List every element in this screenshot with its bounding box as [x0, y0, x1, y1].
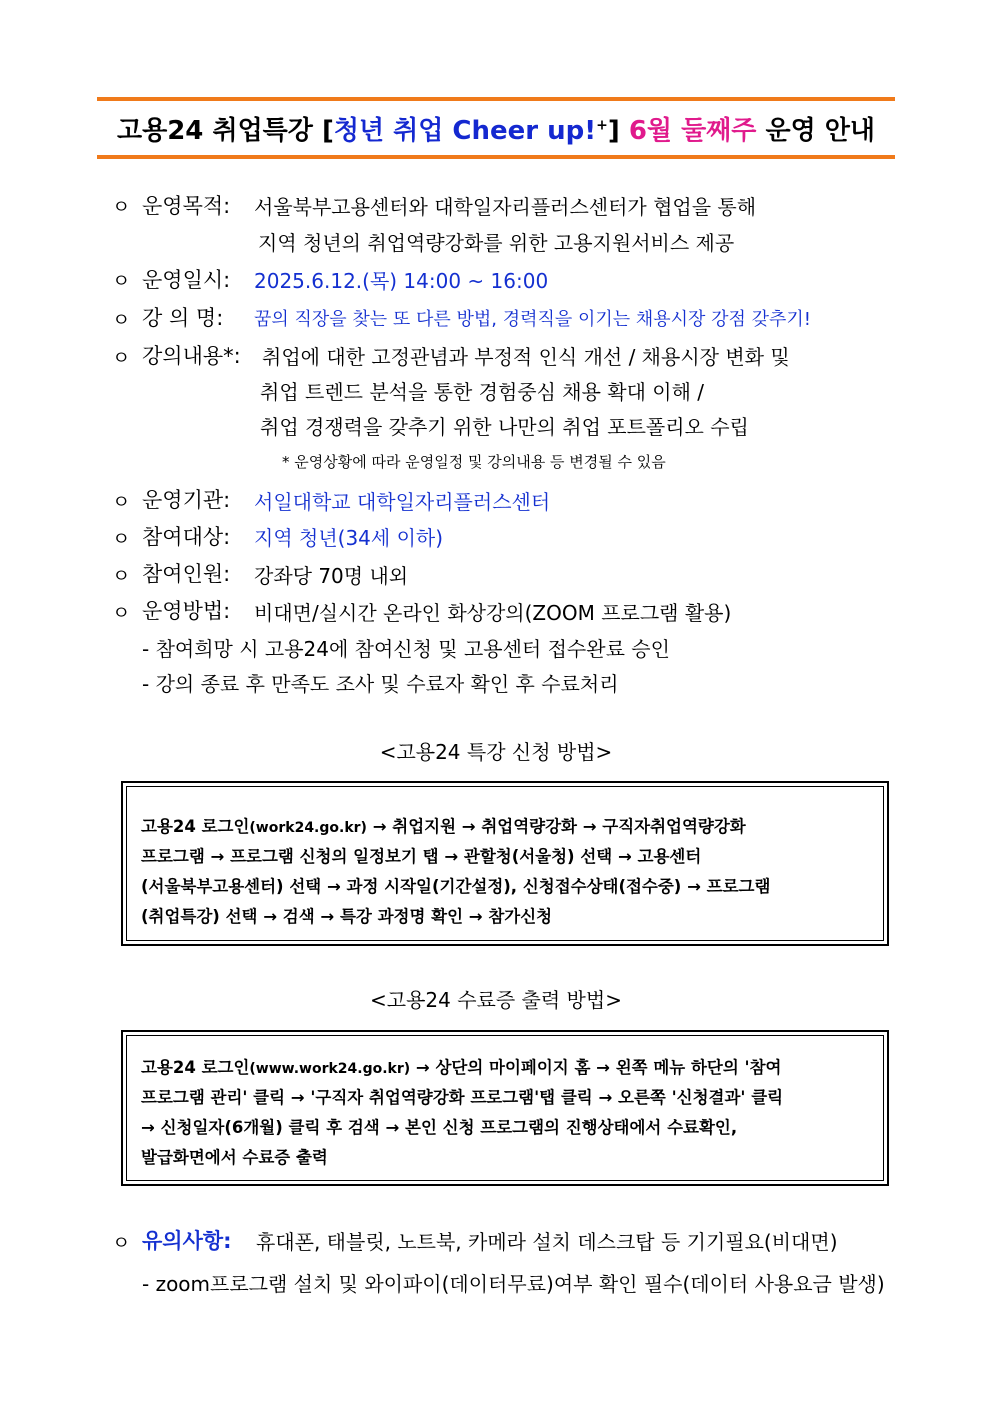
target-value: 지역 청년(34세 이하) — [254, 526, 444, 550]
purpose-line1: 서울북부고용센터와 대학일자리플러스센터가 협업을 통해 — [254, 195, 757, 219]
title-superscript: + — [596, 117, 608, 134]
apply-box — [121, 781, 889, 946]
title-part: ] — [607, 116, 629, 146]
apply-login-text: 고용24 로그인 — [141, 817, 250, 836]
apply-line — [141, 813, 746, 837]
certificate-heading: <고용24 수료증 출력 방법> — [370, 988, 622, 1012]
target-label: 참여대상: — [142, 525, 231, 549]
content-note: * 운영상황에 따라 운영일정 및 강의내용 등 변경될 수 있음 — [282, 453, 666, 471]
certificate-line: 프로그램 관리' 클릭 → '구직자 취업역량강화 프로그램'탭 클릭 → 오른쪽 '신청결과' 클릭 — [141, 1088, 784, 1107]
datetime-label: 운영일시: — [142, 268, 231, 292]
content-line2: 취업 트렌드 분석을 통한 경험중심 채용 확대 이해 / — [260, 380, 704, 404]
certificate-url-link[interactable]: (www.work24.go.kr) — [249, 1061, 411, 1077]
bullet-icon: ㅇ — [112, 309, 131, 331]
datetime-value: 2025.6.12.(목) 14:00 ~ 16:00 — [254, 269, 549, 293]
bullet-icon: ㅇ — [112, 270, 131, 292]
caution-value: 휴대폰, 태블릿, 노트북, 카메라 설치 데스크탑 등 기기필요(비대면) — [256, 1230, 838, 1254]
method-sub1: - 참여희망 시 고용24에 참여신청 및 고용센터 접수완료 승인 — [142, 637, 670, 661]
certificate-box — [121, 1030, 889, 1186]
purpose-line2: 지역 청년의 취업역량강화를 위한 고용지원서비스 제공 — [258, 231, 735, 255]
apply-line: 프로그램 → 프로그램 신청의 일정보기 탭 → 관할청(서울청) 선택 → 고용센터 — [141, 847, 702, 866]
institution-value: 서일대학교 대학일자리플러스센터 — [254, 490, 551, 514]
apply-url-link[interactable]: (work24.go.kr) — [249, 820, 367, 836]
title-banner — [97, 97, 895, 159]
bullet-icon: ㅇ — [112, 491, 131, 513]
method-value: 비대면/실시간 온라인 화상강의(ZOOM 프로그램 활용) — [254, 601, 732, 625]
title-program-name: 청년 취업 Cheer up! — [333, 116, 597, 146]
certificate-line: 발급화면에서 수료증 출력 — [141, 1148, 328, 1167]
bullet-icon: ㅇ — [112, 1232, 131, 1254]
page-title — [97, 110, 895, 147]
capacity-value: 강좌당 70명 내외 — [254, 564, 409, 588]
method-label: 운영방법: — [142, 599, 231, 623]
bullet-icon: ㅇ — [112, 347, 131, 369]
title-week: 6월 둘째주 — [628, 116, 757, 146]
institution-label: 운영기관: — [142, 488, 231, 512]
purpose-label: 운영목적: — [142, 194, 231, 218]
caution-sub: - zoom프로그램 설치 및 와이파이(데이터무료)여부 확인 필수(데이터 사용요금 발생) — [142, 1272, 885, 1296]
bullet-icon: ㅇ — [112, 565, 131, 587]
capacity-label: 참여인원: — [142, 562, 231, 586]
method-sub2: - 강의 종료 후 만족도 조사 및 수료자 확인 후 수료처리 — [142, 672, 619, 696]
apply-line: (서울북부고용센터) 선택 → 과정 시작일(기간설정), 신청접수상태(접수중) → 프로그램 — [141, 877, 771, 896]
title-part: 운영 안내 — [756, 116, 875, 146]
bullet-icon: ㅇ — [112, 528, 131, 550]
certificate-step-text: → 상단의 마이페이지 홈 → 왼쪽 메뉴 하단의 '참여 — [410, 1058, 782, 1077]
certificate-line — [141, 1054, 781, 1078]
lecture-name-value: 꿈의 직장을 찾는 또 다른 방법, 경력직을 이기는 채용시장 강점 갖추기! — [254, 309, 812, 330]
caution-label: 유의사항: — [142, 1229, 232, 1253]
apply-heading: <고용24 특강 신청 방법> — [379, 740, 613, 764]
bullet-icon: ㅇ — [112, 196, 131, 218]
certificate-line: → 신청일자(6개월) 클릭 후 검색 → 본인 신청 프로그램의 진행상태에서 수료확인, — [141, 1118, 738, 1137]
content-line1: 취업에 대한 고정관념과 부정적 인식 개선 / 채용시장 변화 및 — [262, 345, 790, 369]
bullet-icon: ㅇ — [112, 602, 131, 624]
certificate-login-text: 고용24 로그인 — [141, 1058, 250, 1077]
lecture-name-label: 강 의 명: — [142, 306, 224, 330]
apply-line: (취업특강) 선택 → 검색 → 특강 과정명 확인 → 참가신청 — [141, 907, 553, 926]
content-line3: 취업 경쟁력을 갖추기 위한 나만의 취업 포트폴리오 수립 — [260, 415, 749, 439]
title-part: 고용24 취업특강 [ — [116, 116, 334, 146]
apply-step-text: → 취업지원 → 취업역량강화 → 구직자취업역량강화 — [366, 817, 746, 836]
content-label: 강의내용*: — [142, 344, 241, 368]
